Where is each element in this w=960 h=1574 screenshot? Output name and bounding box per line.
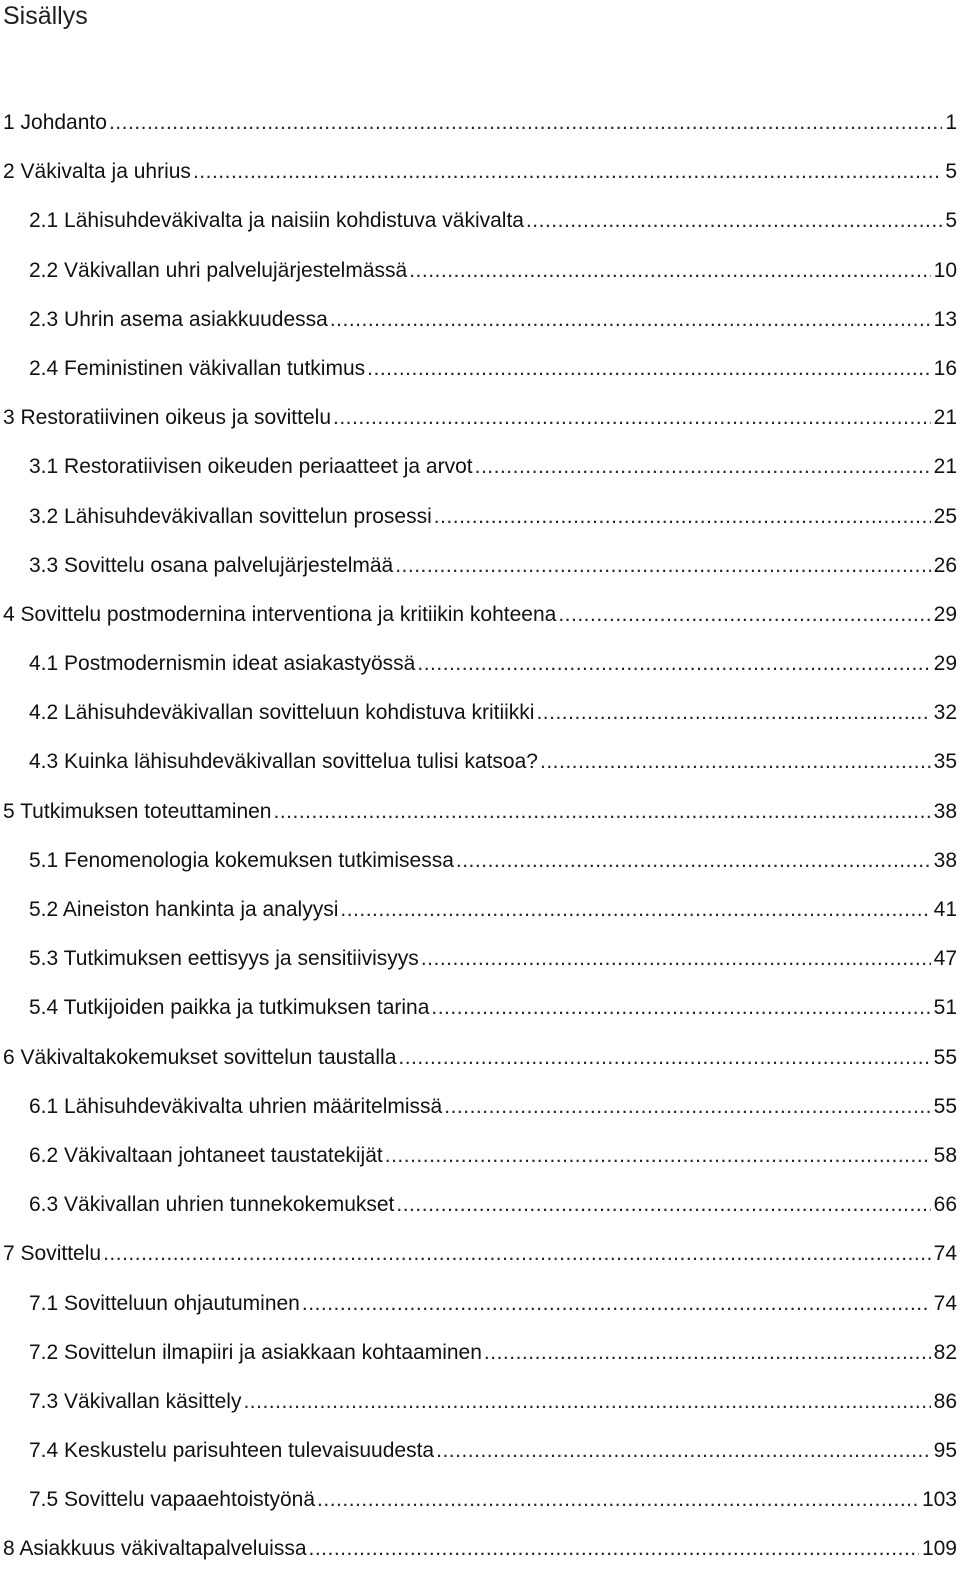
- toc-leader-dots: [431, 983, 930, 1032]
- toc-leader-dots: [396, 1180, 930, 1229]
- toc-entry-page-number: 1: [945, 111, 957, 134]
- toc-leader-dots: [417, 639, 930, 688]
- toc-entry-page-number: 82: [933, 1340, 957, 1364]
- toc-leader-dots: [536, 688, 930, 737]
- toc-entry[interactable]: [0, 1475, 960, 1524]
- toc-entry-label: 5.1 Fenomenologia kokemuksen tutkimisessa: [29, 848, 454, 872]
- toc-entry-label: 5.4 Tutkijoiden paikka ja tutkimuksen tarina: [29, 996, 430, 1020]
- toc-entry-label: 6 Väkivaltakokemukset sovittelun taustalla: [3, 1045, 397, 1069]
- toc-leader-dots: [456, 836, 931, 885]
- toc-entry-label: 8 Asiakkuus väkivaltapalveluissa: [3, 1537, 307, 1561]
- toc-entry-page-number: 16: [933, 356, 957, 380]
- toc-entry-page-number: 74: [933, 1291, 957, 1315]
- toc-entry-label: 3.1 Restoratiivisen oikeuden periaatteet ja arvot: [29, 455, 473, 479]
- toc-leader-dots: [421, 934, 931, 983]
- toc-leader-dots: [526, 196, 942, 245]
- toc-entry[interactable]: [0, 541, 960, 590]
- toc-entry[interactable]: [0, 442, 960, 491]
- toc-entry-page-number: 38: [933, 848, 957, 872]
- toc-entry-label: 7.2 Sovittelun ilmapiiri ja asiakkaan kohtaaminen: [29, 1340, 482, 1364]
- toc-entry-page-number: 29: [933, 602, 957, 626]
- toc-entry-page-number: 47: [933, 947, 957, 971]
- toc-entry[interactable]: [0, 934, 960, 983]
- toc-leader-dots: [444, 1082, 930, 1131]
- toc-entry-label: 7.1 Sovitteluun ohjautuminen: [29, 1291, 300, 1315]
- toc-entry-label: 7.4 Keskustelu parisuhteen tulevaisuudesta: [29, 1439, 435, 1463]
- toc-leader-dots: [340, 885, 930, 934]
- toc-entry[interactable]: [0, 1328, 960, 1377]
- toc-entry[interactable]: [0, 639, 960, 688]
- toc-entry-page-number: 35: [933, 750, 957, 774]
- toc-entry-label: 6.1 Lähisuhdeväkivalta uhrien määritelmissä: [29, 1094, 443, 1118]
- toc-leader-dots: [540, 737, 931, 786]
- toc-entry[interactable]: [0, 983, 960, 1032]
- toc-entry-page-number: 55: [933, 1045, 957, 1069]
- toc-entry-page-number: 74: [933, 1242, 957, 1266]
- toc-entry-page-number: 86: [933, 1389, 957, 1413]
- toc-entry-page-number: 32: [933, 701, 957, 725]
- toc-entry[interactable]: [0, 787, 960, 836]
- toc-entry-page-number: 95: [933, 1439, 957, 1463]
- toc-entry-label: 4.3 Kuinka lähisuhdeväkivallan sovittelua tulisi katsoa?: [29, 750, 538, 774]
- toc-leader-dots: [309, 1524, 919, 1573]
- toc-entry[interactable]: [0, 295, 960, 344]
- toc-entry[interactable]: [0, 1524, 960, 1573]
- toc-leader-dots: [193, 147, 942, 196]
- toc-entry-label: 2.2 Väkivallan uhri palvelujärjestelmässä: [29, 258, 408, 282]
- toc-entry-page-number: 10: [933, 258, 957, 282]
- toc-entry-label: 4 Sovittelu postmodernina interventiona ja kritiikin kohteena: [3, 602, 557, 626]
- toc-entry-label: 5.3 Tutkimuksen eettisyys ja sensitiivisyys: [29, 947, 419, 971]
- toc-leader-dots: [367, 344, 930, 393]
- toc-entry-label: 5 Tutkimuksen toteuttaminen: [3, 799, 272, 823]
- toc-entry-label: 2.1 Lähisuhdeväkivalta ja naisiin kohdistuva väkivalta: [29, 209, 524, 233]
- toc-entry[interactable]: [0, 1180, 960, 1229]
- toc-entry-label: 2.4 Feministinen väkivallan tutkimus: [29, 356, 366, 380]
- toc-entry-page-number: 51: [933, 996, 957, 1020]
- toc-entry-label: 2.3 Uhrin asema asiakkuudessa: [29, 307, 328, 331]
- toc-entry[interactable]: [0, 492, 960, 541]
- toc-entry-page-number: 41: [933, 898, 957, 921]
- toc-entry-page-number: 5: [945, 160, 957, 184]
- toc-entry-label: 5.2 Aineiston hankinta ja analyysi: [29, 898, 339, 921]
- toc-entry-label: 4.2 Lähisuhdeväkivallan sovitteluun kohdistuva kritiikki: [29, 701, 535, 725]
- toc-entry-page-number: 5: [945, 209, 957, 233]
- toc-entry[interactable]: [0, 344, 960, 393]
- toc-leader-dots: [317, 1475, 919, 1524]
- toc-leader-dots: [436, 1426, 931, 1475]
- toc-entry-label: 1 Johdanto: [3, 111, 107, 134]
- toc-entry[interactable]: [0, 1229, 960, 1278]
- toc-entry-label: 3.3 Sovittelu osana palvelujärjestelmää: [29, 553, 394, 577]
- toc-leader-dots: [398, 1033, 930, 1082]
- toc-leader-dots: [475, 442, 931, 491]
- toc-leader-dots: [330, 295, 931, 344]
- toc-leader-dots: [558, 590, 930, 639]
- toc-entry-page-number: 29: [933, 652, 957, 676]
- toc-entry[interactable]: [0, 147, 960, 196]
- toc-leader-dots: [243, 1377, 930, 1426]
- toc-leader-dots: [385, 1131, 931, 1180]
- toc-entry-label: 6.2 Väkivaltaan johtaneet taustatekijät: [29, 1143, 383, 1167]
- toc-entry[interactable]: [0, 1426, 960, 1475]
- toc-leader-dots: [395, 541, 930, 590]
- toc-entry[interactable]: [0, 393, 960, 442]
- toc-entry-page-number: 26: [933, 553, 957, 577]
- toc-leader-dots: [103, 1229, 931, 1278]
- toc-leader-dots: [333, 393, 931, 442]
- toc-entry-label: 4.1 Postmodernismin ideat asiakastyössä: [29, 652, 416, 676]
- toc-entry[interactable]: [0, 1033, 960, 1082]
- toc-entry-page-number: 58: [933, 1143, 957, 1167]
- toc-leader-dots: [273, 787, 930, 836]
- toc-entry-label: 6.3 Väkivallan uhrien tunnekokemukset: [29, 1193, 395, 1217]
- toc-leader-dots: [409, 246, 930, 295]
- toc-entry[interactable]: [0, 590, 960, 639]
- toc-entry-page-number: 66: [933, 1193, 957, 1217]
- toc-entry[interactable]: [0, 737, 960, 786]
- toc-entry-page-number: 21: [933, 406, 957, 430]
- toc-entry[interactable]: [0, 246, 960, 295]
- toc-entry-label: 3 Restoratiivinen oikeus ja sovittelu: [3, 406, 332, 430]
- toc-entry-label: 3.2 Lähisuhdeväkivallan sovittelun prosessi: [29, 504, 432, 528]
- toc-entry-label: 7.5 Sovittelu vapaaehtoistyönä: [29, 1488, 316, 1512]
- table-of-contents: [0, 98, 960, 1574]
- toc-entry[interactable]: [0, 1279, 960, 1328]
- toc-entry-page-number: 109: [921, 1537, 957, 1561]
- toc-leader-dots: [302, 1279, 931, 1328]
- toc-entry-page-number: 21: [933, 455, 957, 479]
- toc-entry[interactable]: [0, 885, 960, 934]
- toc-entry-page-number: 38: [933, 799, 957, 823]
- toc-leader-dots: [484, 1328, 931, 1377]
- toc-leader-dots: [434, 492, 931, 541]
- page-title: Sisällys: [3, 2, 88, 30]
- toc-entry-page-number: 13: [933, 307, 957, 331]
- toc-entry-page-number: 25: [933, 504, 957, 528]
- toc-entry[interactable]: [0, 1082, 960, 1131]
- toc-entry-page-number: 55: [933, 1094, 957, 1118]
- toc-leader-dots: [109, 98, 942, 147]
- toc-entry[interactable]: [0, 688, 960, 737]
- toc-entry-page-number: 103: [921, 1488, 957, 1512]
- toc-entry[interactable]: [0, 1131, 960, 1180]
- toc-entry[interactable]: [0, 836, 960, 885]
- toc-entry-label: 7.3 Väkivallan käsittely: [29, 1389, 242, 1413]
- toc-entry[interactable]: [0, 196, 960, 245]
- toc-entry-label: 2 Väkivalta ja uhrius: [3, 160, 191, 184]
- toc-entry-label: 7 Sovittelu: [3, 1242, 102, 1266]
- toc-entry[interactable]: [0, 98, 960, 147]
- toc-entry[interactable]: [0, 1377, 960, 1426]
